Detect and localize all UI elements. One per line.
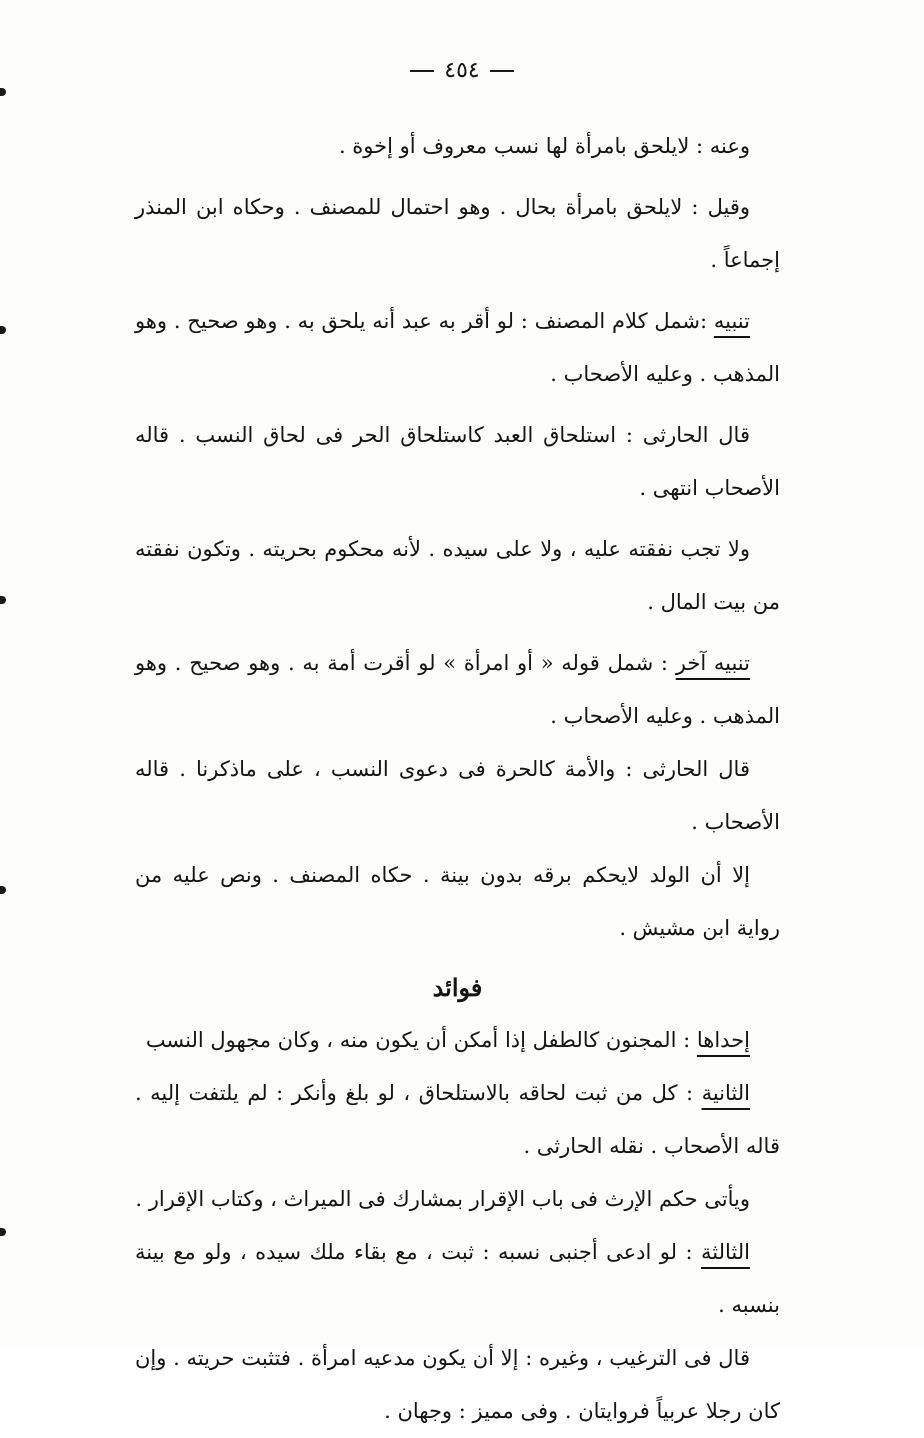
paragraph-text: : لو ادعى أجنبى نسبه : ثبت ، مع بقاء ملك سيده ، ولو مع بينة بنسبه . [135,1240,780,1317]
paragraph-lead: تنبيه آخر [675,651,750,675]
paragraph [135,1226,780,1332]
paragraph [135,1067,780,1173]
page-number-value: ٤٥٤ [444,58,480,83]
paragraph [135,1173,780,1226]
paragraph-lead: تنبيه [713,309,750,333]
paragraph-text: قال فى الترغيب ، وغيره : إلا أن يكون مدعيه امرأة . فتثبت حريته . وإن كان رجلا عربياً فروايتان . وفى مميز : وجهان . [135,1346,780,1423]
scan-edge-mark [0,596,6,604]
page-number [0,58,924,83]
paragraph [135,295,780,401]
scan-edge-mark [0,1228,6,1236]
scan-edge-mark [0,886,6,894]
paragraph [135,409,780,515]
paragraph-text: : المجنون كالطفل إذا أمكن أن يكون منه ، وكان مجهول النسب [145,1028,691,1052]
paragraph [135,523,780,629]
paragraph-text: إلا أن الولد لايحكم برقه بدون بينة . حكاه المصنف . ونص عليه من رواية ابن مشيش . [135,863,780,940]
paragraph [135,120,780,173]
paragraph-lead: الثالثة [701,1240,750,1264]
paragraph-text: : شمل قوله « أو امرأة » لو أقرت أمة به . وهو صحيح . وهو المذهب . وعليه الأصحاب . [135,651,780,728]
page-number-dash [490,70,514,72]
paragraph-text: قال الحارثى : استلحاق العبد كاستلحاق الحر فى لحاق النسب . قاله الأصحاب انتهى . [135,423,780,500]
paragraph [135,743,780,849]
paragraph [135,1014,780,1067]
paragraph [135,849,780,955]
page-number-dash [410,70,434,72]
paragraph-text: :شمل كلام المصنف : لو أقر به عبد أنه يلحق به . وهو صحيح . وهو المذهب . وعليه الأصحاب . [135,309,780,386]
paragraph-lead: الثانية [701,1081,750,1105]
paragraph-text: ولا تجب نفقته عليه ، ولا على سيده . لأنه محكوم بحريته . وتكون نفقته من بيت المال . [135,537,780,614]
paragraph-text: قال الحارثى : والأمة كالحرة فى دعوى النسب ، على ماذكرنا . قاله الأصحاب . [135,757,780,834]
paragraph [135,181,780,287]
scan-edge-mark [0,326,6,334]
section-title: فوائد [432,973,483,1002]
paragraph [135,1332,780,1438]
scan-edge-mark [0,88,6,96]
paragraph-text: : كل من ثبت لحاقه بالاستلحاق ، لو بلغ وأنكر : لم يلتفت إليه . قاله الأصحاب . نقله الحارثى . [135,1081,780,1158]
paragraph-lead: إحداها [696,1028,750,1052]
body-text [135,120,780,1438]
paragraph [135,637,780,743]
paragraph-text: ويأتى حكم الإرث فى باب الإقرار بمشارك فى الميراث ، وكتاب الإقرار . [135,1187,750,1211]
paragraph-text: وقيل : لايلحق بامرأة بحال . وهو احتمال للمصنف . وحكاه ابن المنذر إجماعاً . [135,195,780,272]
paragraph-text: وعنه : لايلحق بامرأة لها نسب معروف أو إخوة . [338,134,750,158]
